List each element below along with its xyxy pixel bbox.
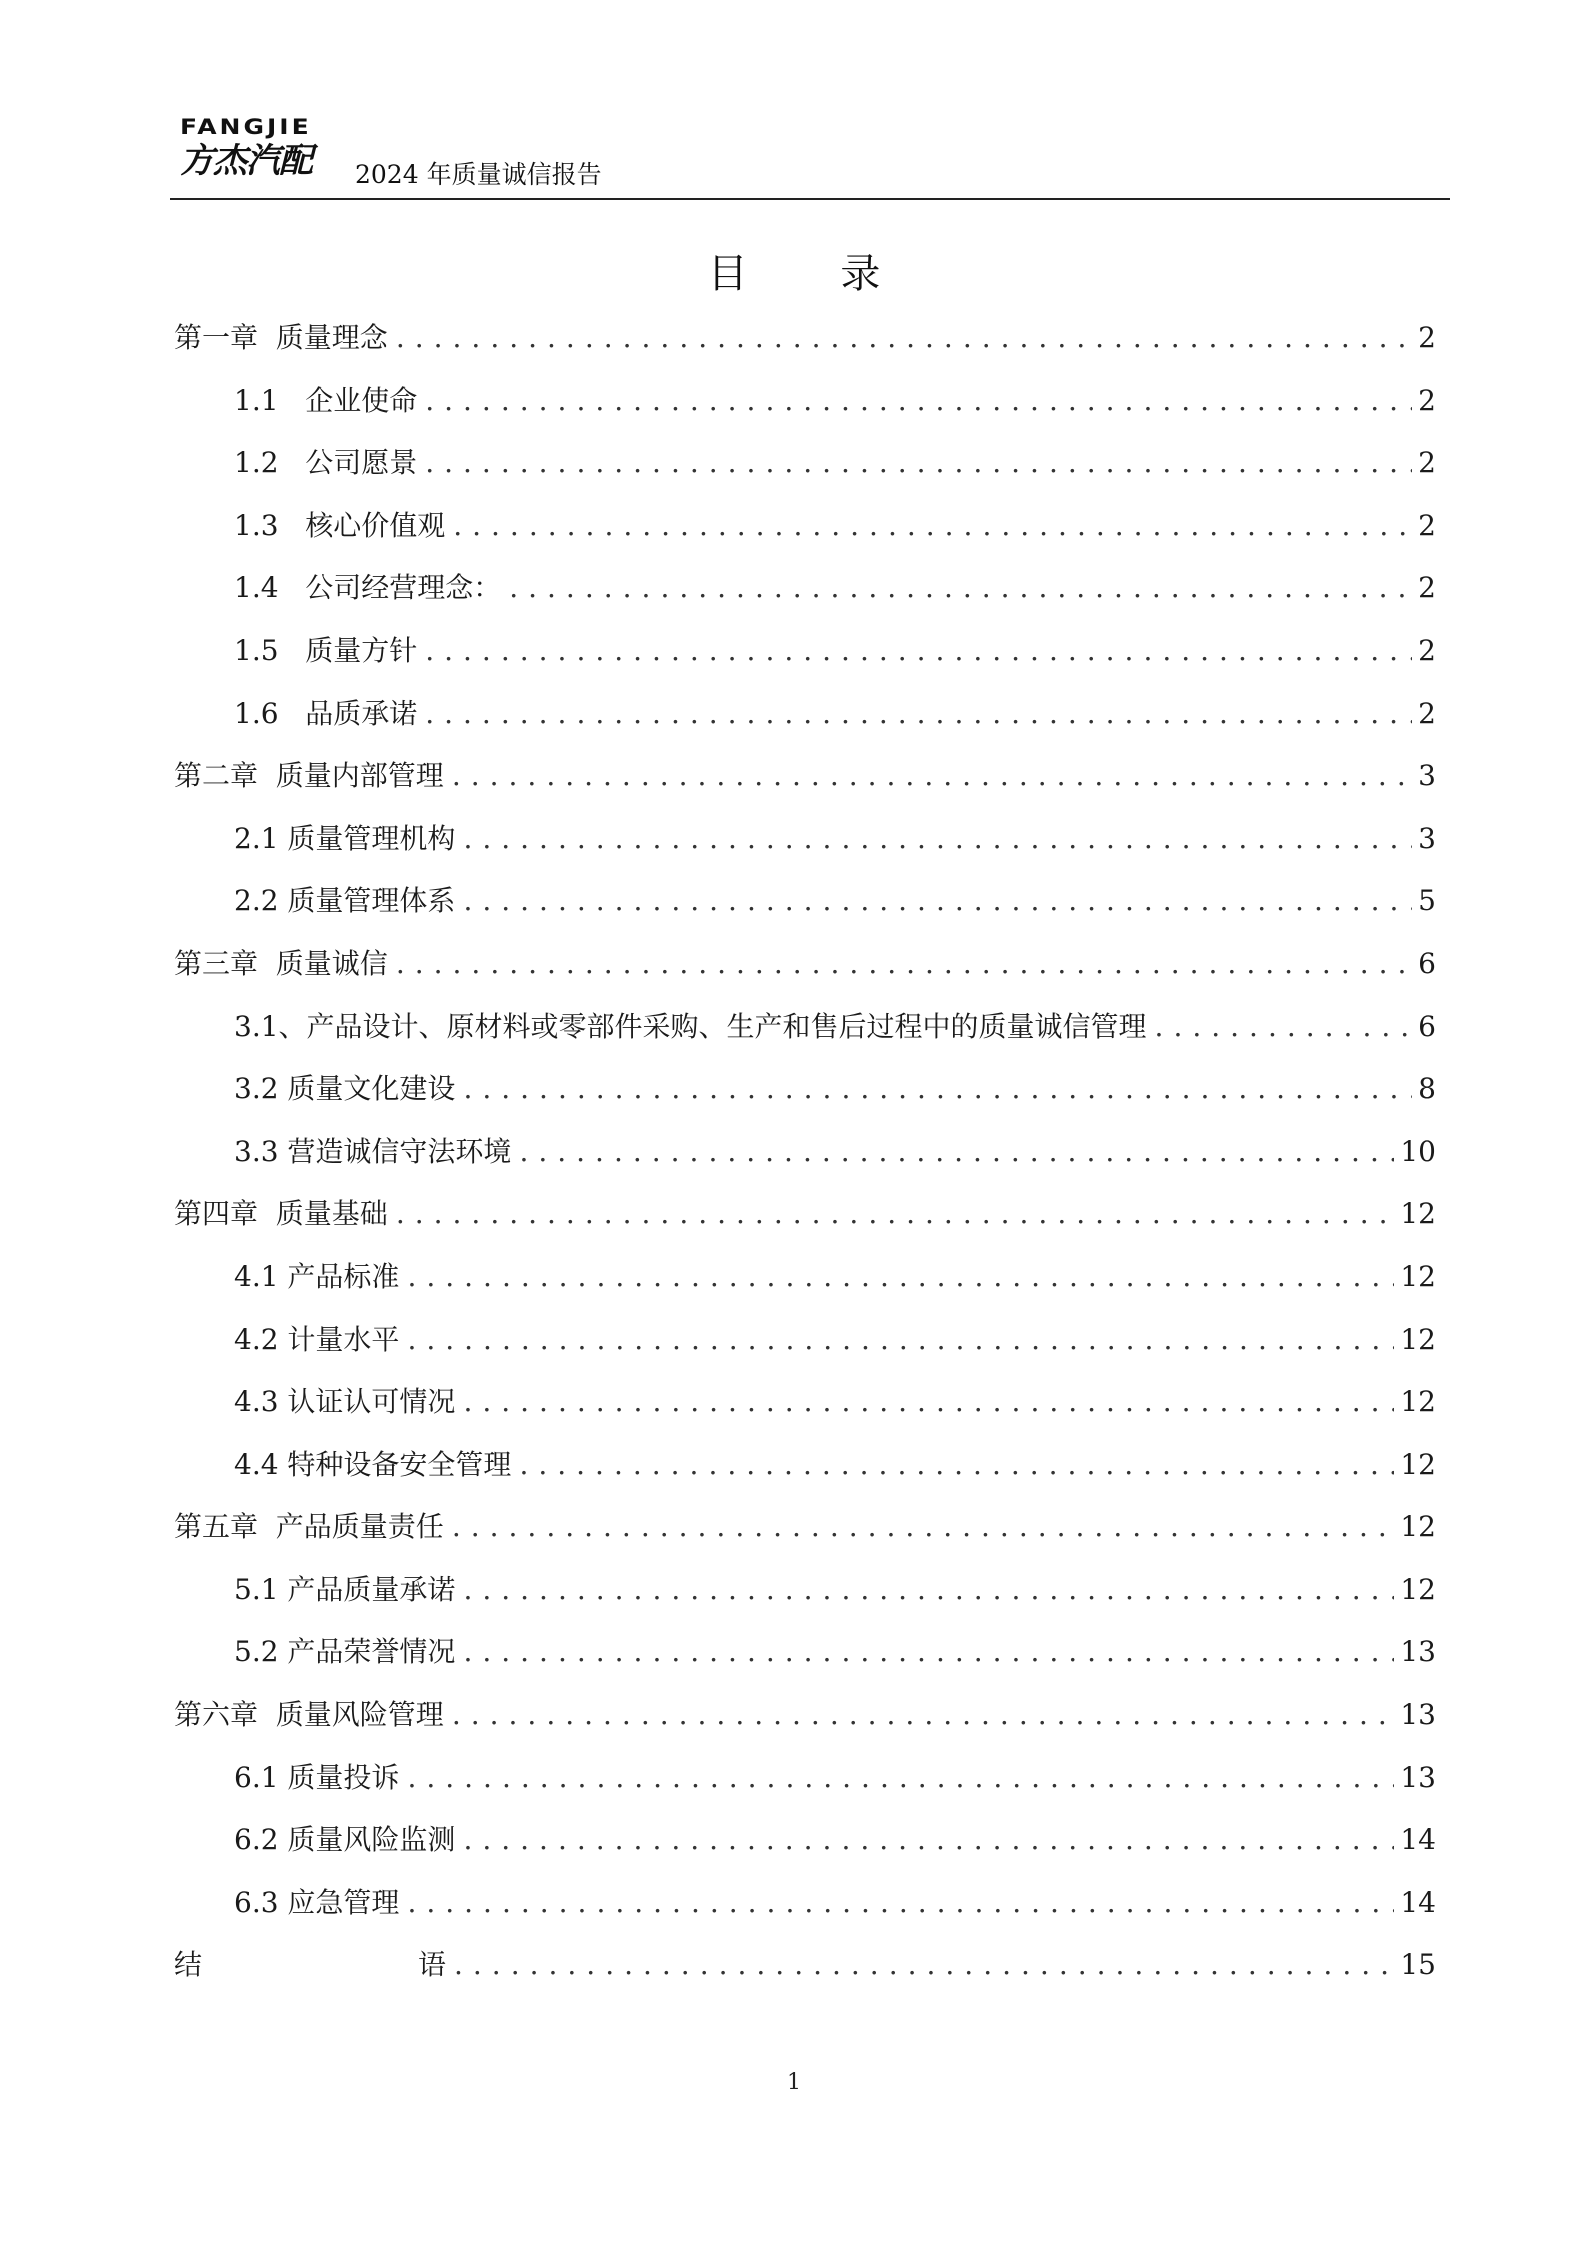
toc-leader-dots — [519, 1443, 1394, 1487]
toc-section-entry[interactable] — [174, 1255, 1436, 1318]
toc-entry-label — [174, 1943, 446, 1987]
toc-leader-dots — [407, 1756, 1394, 1800]
toc-leader-dots — [453, 504, 1412, 548]
toc-section-entry[interactable] — [174, 379, 1436, 442]
logo-english-text: FANGJIE — [180, 114, 312, 139]
toc-entry-page: 12 — [1400, 1510, 1436, 1544]
toc-section-entry[interactable] — [174, 1067, 1436, 1130]
toc-entry-page: 3 — [1418, 821, 1436, 855]
toc-section-entry[interactable] — [174, 629, 1436, 692]
toc-entry-page: 2 — [1418, 696, 1436, 730]
report-title: 2024 年质量诚信报告 — [355, 160, 602, 189]
toc-section-entry[interactable] — [174, 1818, 1436, 1881]
toc-entry-label: 第五章 产品质量责任 — [174, 1510, 444, 1544]
logo-chinese-text: 方杰汽配 — [180, 141, 312, 181]
toc-entry-page: 12 — [1400, 1259, 1436, 1293]
toc-leader-dots — [396, 316, 1412, 360]
toc-entry-label: 1.6 品质承诺 — [234, 696, 418, 730]
toc-entry-page: 6 — [1418, 1009, 1436, 1043]
toc-leader-dots — [463, 1568, 1394, 1612]
toc-entry-label: 4.1 产品标准 — [234, 1259, 400, 1293]
toc-entry-label: 4.2 计量水平 — [234, 1322, 400, 1356]
toc-entry-label: 1.1 企业使命 — [234, 383, 418, 417]
toc-entry-page: 13 — [1400, 1760, 1436, 1794]
toc-entry-label: 2.2 质量管理体系 — [234, 884, 456, 918]
toc-entry-label: 3.1、产品设计、原材料或零部件采购、生产和售后过程中的质量诚信管理 — [234, 1009, 1147, 1043]
toc-section-entry[interactable] — [174, 1630, 1436, 1693]
toc-leader-dots — [407, 1255, 1394, 1299]
table-of-contents — [174, 316, 1436, 2006]
toc-section-entry[interactable] — [174, 566, 1436, 629]
toc-entry-label: 5.1 产品质量承诺 — [234, 1572, 456, 1606]
conclusion-label-left: 结 — [174, 1948, 203, 1982]
company-logo — [180, 116, 340, 180]
toc-leader-dots — [452, 754, 1412, 798]
toc-leader-dots — [425, 692, 1412, 736]
page-number: 1 — [787, 2070, 801, 2095]
toc-leader-dots — [463, 1067, 1412, 1111]
toc-entry-label: 1.5 质量方针 — [234, 633, 418, 667]
toc-section-entry[interactable] — [174, 1443, 1436, 1506]
toc-leader-dots — [425, 441, 1412, 485]
toc-leader-dots — [425, 379, 1412, 423]
toc-entry-conclusion[interactable] — [174, 1943, 1436, 2006]
toc-entry-page: 12 — [1400, 1322, 1436, 1356]
toc-entry-label: 1.2 公司愿景 — [234, 446, 418, 480]
toc-entries — [174, 316, 1436, 1943]
toc-entry-page: 2 — [1418, 633, 1436, 667]
toc-entry-page: 12 — [1400, 1447, 1436, 1481]
toc-entry-label: 3.3 营造诚信守法环境 — [234, 1134, 512, 1168]
toc-section-entry[interactable] — [174, 692, 1436, 755]
toc-entry-page: 5 — [1418, 884, 1436, 918]
toc-entry-label: 第四章 质量基础 — [174, 1197, 388, 1231]
toc-chapter-entry[interactable] — [174, 1505, 1436, 1568]
toc-entry-label: 第一章 质量理念 — [174, 321, 388, 354]
toc-section-entry[interactable] — [174, 504, 1436, 567]
toc-leader-dots — [463, 1818, 1394, 1862]
toc-section-entry[interactable] — [174, 1568, 1436, 1631]
toc-leader-dots — [463, 817, 1412, 861]
toc-entry-label: 4.4 特种设备安全管理 — [234, 1447, 512, 1481]
toc-leader-dots — [463, 1630, 1394, 1674]
toc-entry-page: 10 — [1400, 1134, 1436, 1168]
toc-entry-page: 13 — [1400, 1635, 1436, 1669]
toc-leader-dots — [452, 1693, 1395, 1737]
toc-chapter-entry[interactable] — [174, 1693, 1436, 1756]
toc-section-entry[interactable] — [174, 1130, 1436, 1193]
toc-entry-label: 6.1 质量投诉 — [234, 1760, 400, 1794]
toc-entry-label: 5.2 产品荣誉情况 — [234, 1635, 456, 1669]
toc-section-entry[interactable] — [174, 817, 1436, 880]
toc-entry-page: 14 — [1400, 1823, 1436, 1857]
toc-leader-dots — [407, 1318, 1394, 1362]
toc-section-entry[interactable] — [174, 441, 1436, 504]
toc-entry-label: 第二章 质量内部管理 — [174, 759, 444, 793]
toc-entry-page: 12 — [1400, 1572, 1436, 1606]
page-header — [170, 112, 1450, 200]
toc-section-entry[interactable] — [174, 1380, 1436, 1443]
toc-section-entry[interactable] — [174, 879, 1436, 942]
toc-entry-page: 3 — [1418, 759, 1436, 793]
toc-chapter-entry[interactable] — [174, 942, 1436, 1005]
toc-entry-page: 2 — [1418, 508, 1436, 542]
toc-entry-page: 14 — [1400, 1885, 1436, 1919]
toc-entry-label: 6.3 应急管理 — [234, 1885, 400, 1919]
toc-entry-page: 6 — [1418, 946, 1436, 980]
toc-entry-label: 4.3 认证认可情况 — [234, 1385, 456, 1419]
toc-leader-dots — [519, 1130, 1394, 1174]
toc-entry-page: 2 — [1418, 571, 1436, 605]
toc-section-entry[interactable] — [174, 1756, 1436, 1819]
toc-leader-dots — [425, 629, 1412, 673]
toc-leader-dots — [1155, 1005, 1413, 1049]
toc-chapter-entry[interactable] — [174, 754, 1436, 817]
toc-entry-page: 2 — [1418, 446, 1436, 480]
toc-leader-dots — [454, 1943, 1394, 1987]
toc-title: 目 录 — [707, 251, 921, 297]
toc-entry-page: 8 — [1418, 1072, 1436, 1106]
conclusion-label-right: 语 — [417, 1948, 446, 1982]
toc-entry-label: 1.3 核心价值观 — [234, 508, 446, 542]
toc-entry-label: 第六章 质量风险管理 — [174, 1698, 444, 1732]
toc-leader-dots — [463, 1380, 1394, 1424]
toc-entry-page: 2 — [1418, 383, 1436, 417]
toc-entry-page: 12 — [1400, 1197, 1436, 1231]
toc-section-entry[interactable] — [174, 1881, 1436, 1944]
toc-leader-dots — [407, 1881, 1394, 1925]
toc-entry-page: 15 — [1400, 1948, 1436, 1982]
toc-section-entry[interactable] — [174, 1005, 1436, 1068]
toc-chapter-entry[interactable] — [174, 316, 1436, 379]
toc-entry-label: 3.2 质量文化建设 — [234, 1072, 456, 1106]
toc-entry-page: 12 — [1400, 1385, 1436, 1419]
toc-entry-label: 第三章 质量诚信 — [174, 946, 388, 980]
toc-chapter-entry[interactable] — [174, 1192, 1436, 1255]
toc-section-entry[interactable] — [174, 1318, 1436, 1381]
toc-leader-dots — [509, 566, 1412, 610]
toc-entry-label: 2.1 质量管理机构 — [234, 821, 456, 855]
toc-entry-page: 2 — [1418, 321, 1436, 354]
toc-leader-dots — [452, 1505, 1395, 1549]
toc-entry-page: 13 — [1400, 1698, 1436, 1732]
toc-entry-label: 6.2 质量风险监测 — [234, 1823, 456, 1857]
toc-entry-label: 1.4 公司经营理念： — [234, 571, 502, 605]
toc-leader-dots — [396, 1192, 1395, 1236]
toc-leader-dots — [396, 942, 1412, 986]
toc-leader-dots — [463, 879, 1412, 923]
